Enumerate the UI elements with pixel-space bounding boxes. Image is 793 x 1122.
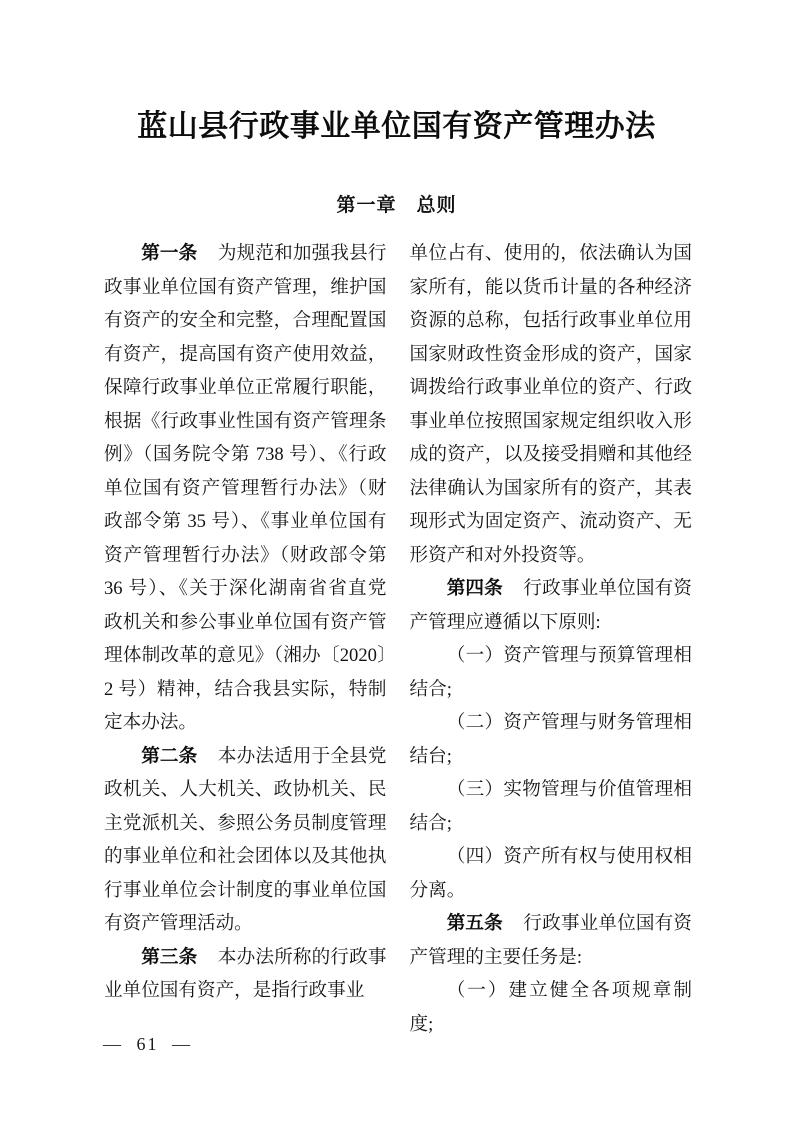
article-number: 第四条 bbox=[446, 578, 503, 599]
paragraph-text: 本办法适用于全县党政机关、人大机关、政协机关、民主党派机关、参照公务员制度管理的事业单位和社会团体以及其他执行事业单位会计制度的事业单位国有资产管理活动。 bbox=[104, 745, 387, 934]
document-title: 蓝山县行政事业单位国有资产管理办法 bbox=[137, 109, 656, 144]
page-number: — 61 — bbox=[103, 1034, 192, 1054]
two-column-body bbox=[104, 237, 692, 1041]
paragraph-text: （三）实物管理与价值管理相结合; bbox=[409, 779, 692, 834]
continuation-paragraph bbox=[410, 237, 693, 572]
list-item-paragraph bbox=[410, 706, 693, 773]
article-number: 第五条 bbox=[446, 913, 503, 934]
list-item-paragraph bbox=[410, 974, 693, 1041]
article-number: 第三条 bbox=[141, 946, 198, 968]
paragraph-text: 为规范和加强我县行政事业单位国有资产管理，维护国有资产的安全和完整，合理配置国有资产，提高国有资产使用效益，保障行政事业单位正常履行职能，根据《行政事业性国有资产管理条例》（国务院令第 738 号）、《行政单位国有资产管理暂行办法》（财政部令第 35 号）、《事业单位国有资产管理暂行办法》（财政部令第 36 号）、《关于深化湖南省省直党政机关和参公事业单位国有资产管理体制改革的意见》（湘办〔2020〕2 号）精神，结合我县实际，特制定本办法。 bbox=[104, 243, 387, 733]
article-paragraph bbox=[104, 941, 387, 1008]
paragraph-text: （一）建立健全各项规章制度; bbox=[409, 980, 692, 1035]
paragraph-text: 行政事业单位国有资产管理应遵循以下原则: bbox=[409, 578, 692, 633]
paragraph-text: 单位占有、使用的，依法确认为国家所有，能以货币计量的各种经济资源的总称，包括行政事业单位用国家财政性资金形成的资产，国家调拨给行政事业单位的资产、行政事业单位按照国家规定组织收入形成的资产，以及接受捐赠和其他经法律确认为国家所有的资产，其表现形式为固定资产、流动资产、无形资产和对外投资等。 bbox=[409, 243, 692, 566]
paragraph-text: 本办法所称的行政事业单位国有资产，是指行政事业 bbox=[104, 946, 387, 1001]
paragraph-text: 行政事业单位国有资产管理的主要任务是: bbox=[409, 913, 692, 968]
paragraph-text: （二）资产管理与财务管理相结台; bbox=[409, 712, 692, 767]
column-right bbox=[410, 237, 693, 1041]
paragraph-text: （一）资产管理与预算管理相结合; bbox=[409, 645, 692, 700]
article-paragraph bbox=[104, 740, 387, 941]
article-number: 第一条 bbox=[141, 243, 198, 264]
column-left bbox=[104, 237, 387, 1041]
chapter-heading: 第一章 总则 bbox=[336, 194, 457, 216]
article-number: 第二条 bbox=[141, 745, 198, 767]
paragraph-text: （四）资产所有权与使用权相分离。 bbox=[409, 846, 692, 901]
article-paragraph bbox=[104, 237, 387, 740]
list-item-paragraph bbox=[410, 773, 693, 840]
list-item-paragraph bbox=[410, 840, 693, 907]
article-paragraph bbox=[410, 572, 693, 639]
article-paragraph bbox=[410, 907, 693, 974]
list-item-paragraph bbox=[410, 639, 693, 706]
